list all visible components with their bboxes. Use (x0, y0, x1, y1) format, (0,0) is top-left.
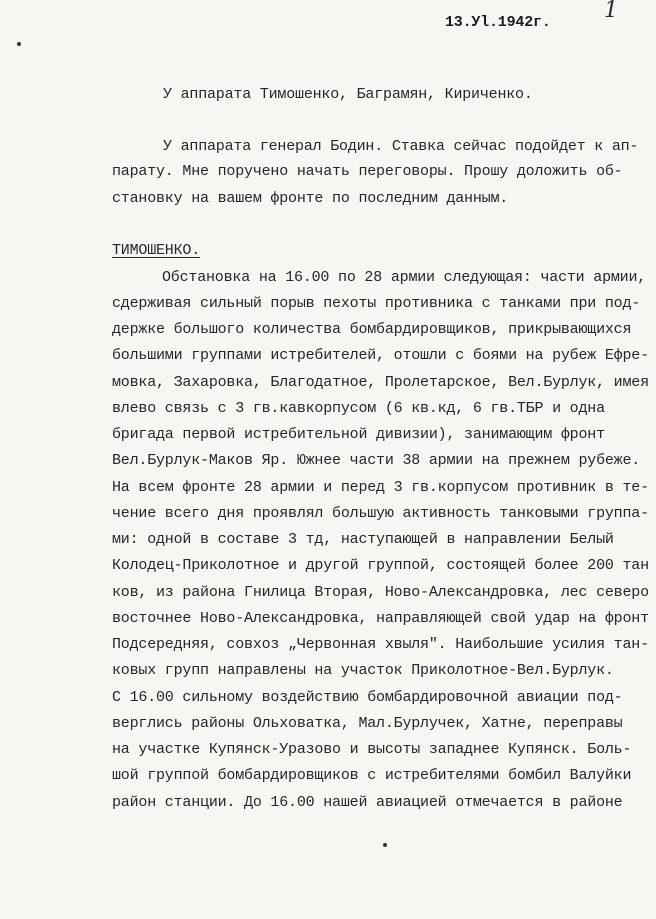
body-line: район станции. До 16.00 нашей авиацией отмечается в районе (112, 794, 623, 811)
body-line: Подсередняя, совхоз „Червонная хвыля". Наибольшие усилия тан- (112, 636, 649, 653)
body-line: На всем фронте 28 армии и перед 3 гв.корпусом противник в те- (112, 479, 649, 496)
page-footer-dot (383, 843, 387, 847)
body-line: верглись районы Ольховатка, Мал.Бурлучек, Хатне, переправы (112, 715, 623, 732)
body-line: ми: одной в составе 3 тд, наступающей в направлении Белый (112, 531, 614, 548)
body-line: влево связь с 3 гв.кавкорпусом (6 кв.кд, 6 гв.ТБР и одна (112, 400, 605, 417)
body-line: парату. Мне поручено начать переговоры. Прошу доложить об- (112, 163, 623, 180)
body-line: бригада первой истребительной дивизии), занимающим фронт (112, 426, 605, 443)
body-line: ков, из района Гнилица Вторая, Ново-Александровка, лес северо (112, 584, 649, 601)
body-line: держке большого количества бомбардировщиков, прикрывающихся (112, 321, 632, 338)
page-number: 1 (604, 0, 618, 23)
body-line: сдерживая сильный порыв пехоты противника с танками при под- (112, 295, 641, 312)
body-line: становку на вашем фронте по последним данным. (112, 190, 509, 207)
body-line: большими группами истребителей, отошли с боями на рубеж Ефре- (112, 347, 649, 364)
body-line: Вел.Бурлук-Маков Яр. Южнее части 38 армии на прежнем рубеже. (112, 452, 641, 469)
document-date: 13.Уl.1942г. (445, 14, 551, 31)
body-line: С 16.00 сильному воздействию бомбардировочной авиации под- (112, 689, 623, 706)
body-line: восточнее Ново-Александровка, направляющей свой удар на фронт (112, 610, 649, 627)
margin-dot (17, 42, 21, 46)
body-line: Обстановка на 16.00 по 28 армии следующая: части армии, (162, 269, 647, 286)
speaker-heading: ТИМОШЕНКО. (112, 242, 201, 259)
body-line: У аппарата генерал Бодин. Ставка сейчас подойдет к ап- (163, 138, 639, 155)
body-line: Колодец-Приколотное и другой группой, состоящей более 200 тан (112, 557, 649, 574)
body-line: ковых групп направлены на участок Приколотное-Вел.Бурлук. (112, 662, 614, 679)
body-line: мовка, Захаровка, Благодатное, Пролетарское, Вел.Бурлук, имея (112, 374, 649, 391)
body-line: шой группой бомбардировщиков с истребителями бомбил Валуйки (112, 767, 632, 784)
body-line: на участке Купянск-Уразово и высоты западнее Купянск. Боль- (112, 741, 632, 758)
attendees-line: У аппарата Тимошенко, Баграмян, Кириченко. (163, 86, 533, 103)
body-line: чение всего дня проявлял большую активность танковыми группа- (112, 505, 649, 522)
